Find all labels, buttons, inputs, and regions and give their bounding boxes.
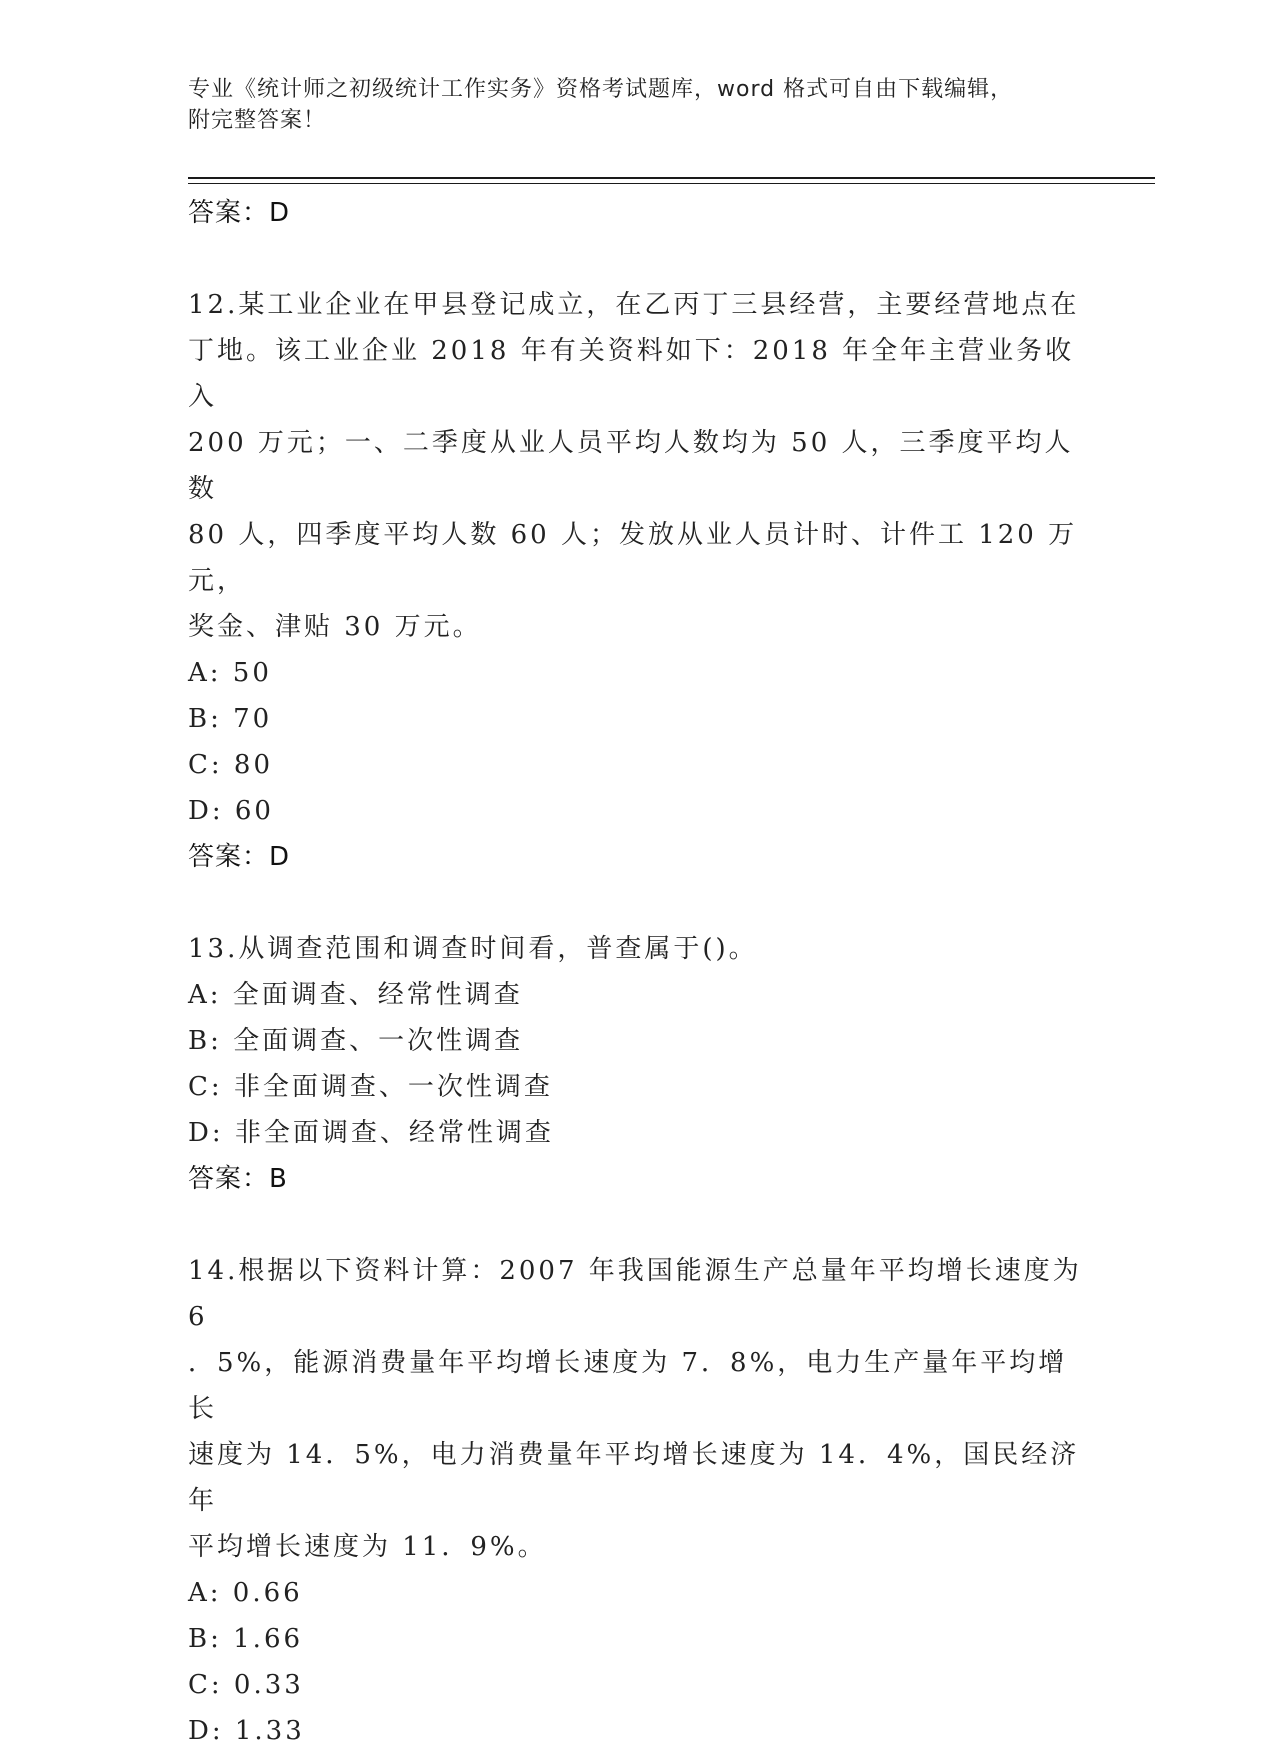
question-text-line: 速度为 14．5%，电力消费量年平均增长速度为 14．4%，国民经济年 xyxy=(188,1440,1080,1516)
question-content xyxy=(188,188,1088,1754)
question-text-line: 平均增长速度为 11．9%。 xyxy=(188,1532,547,1562)
question-text-line: 奖金、津贴 30 万元。 xyxy=(188,612,482,642)
header-line-2: 附完整答案！ xyxy=(188,108,327,133)
question-14 xyxy=(188,1248,1088,1754)
question-text-line: ．5%，能源消费量年平均增长速度为 7．8%，电力生产量年平均增长 xyxy=(188,1348,1068,1424)
question-13 xyxy=(188,926,1088,1202)
previous-answer: 答案：D xyxy=(188,198,291,228)
question-text-line: 80 人，四季度平均人数 60 人；发放从业人员计时、计件工 120 万元， xyxy=(188,520,1078,596)
option-c: C: 非全面调查、一次性调查 xyxy=(188,1072,553,1102)
answer: 答案：D xyxy=(188,842,291,872)
option-c: C: 0.33 xyxy=(188,1670,304,1700)
option-a: A: 0.66 xyxy=(188,1578,303,1608)
option-a: A: 全面调查、经常性调查 xyxy=(188,980,523,1010)
option-b: B: 全面调查、一次性调查 xyxy=(188,1026,524,1056)
option-b: B: 70 xyxy=(188,704,273,734)
question-text-line: 14.根据以下资料计算：2007 年我国能源生产总量年平均增长速度为 6 xyxy=(188,1256,1082,1332)
question-text-line: 丁地。该工业企业 2018 年有关资料如下：2018 年全年主营业务收入 xyxy=(188,336,1075,412)
option-c: C: 80 xyxy=(188,750,274,780)
option-d: D: 60 xyxy=(188,796,274,826)
answer: 答案：B xyxy=(188,1164,288,1194)
header-divider-thick xyxy=(188,177,1155,179)
question-text-line: 12.某工业企业在甲县登记成立，在乙丙丁三县经营，主要经营地点在 xyxy=(188,290,1080,320)
question-12 xyxy=(188,282,1088,880)
option-d: D: 非全面调查、经常性调查 xyxy=(188,1118,554,1148)
header-divider-thin xyxy=(188,183,1155,184)
document-header xyxy=(188,74,1088,136)
option-b: B: 1.66 xyxy=(188,1624,304,1654)
question-text-line: 13.从调查范围和调查时间看，普查属于()。 xyxy=(188,934,758,964)
option-a: A: 50 xyxy=(188,658,272,688)
question-text-line: 200 万元；一、二季度从业人员平均人数均为 50 人，三季度平均人数 xyxy=(188,428,1074,504)
option-d: D: 1.33 xyxy=(188,1716,305,1746)
header-line-1: 专业《统计师之初级统计工作实务》资格考试题库，word 格式可自由下载编辑， xyxy=(188,77,1014,102)
